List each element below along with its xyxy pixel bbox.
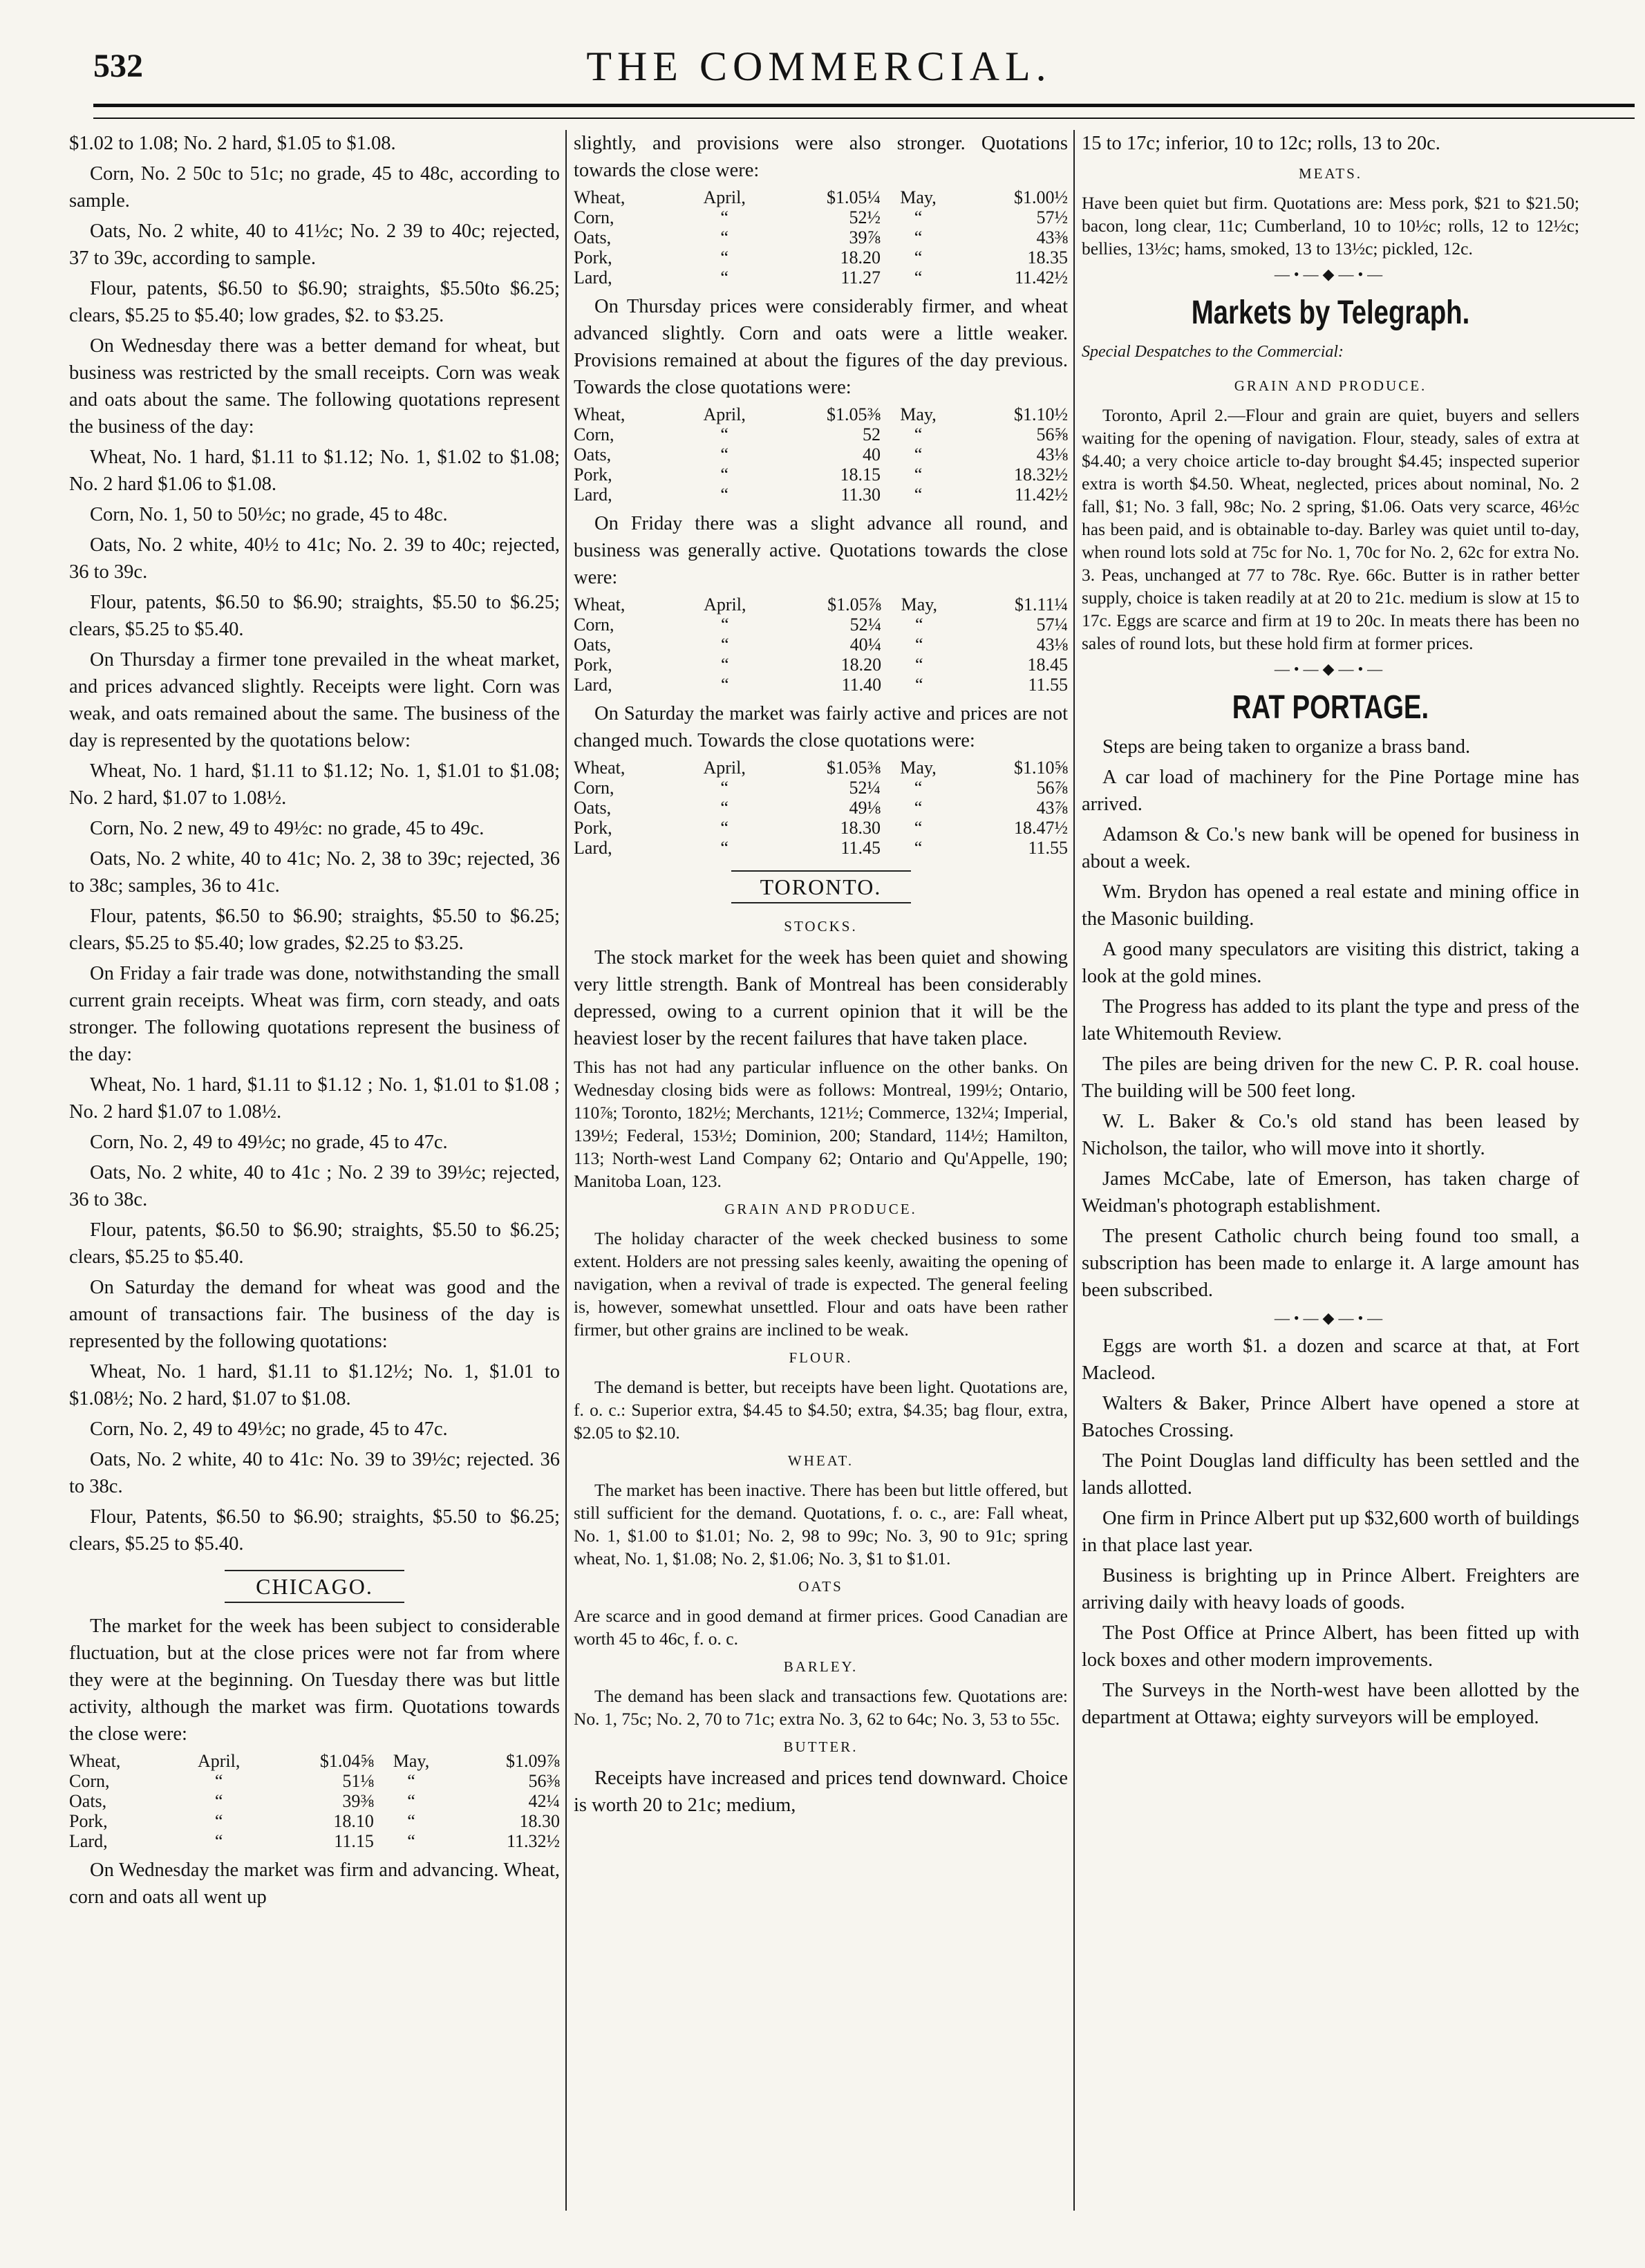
quotation-cell: “: [214, 1791, 223, 1811]
masthead-rule-thin: [93, 118, 1635, 119]
paragraph: Adamson & Co.'s new bank will be opened for business in about a week.: [1082, 824, 1579, 872]
quotation-cell: $1.09⅞: [506, 1751, 560, 1771]
quotation-cell: May,: [900, 187, 937, 207]
quotation-cell: “: [915, 615, 923, 635]
quotation-cell: Pork,: [574, 655, 612, 675]
paragraph: Toronto, April 2.—Flour and grain are quiet, buyers and sellers waiting for the opening of navigation. Flour, steady, sales of extra at $4.40; a very choice article to-day brought $4.45; inspected superior extra is worth $4.50. Wheat, neglected, prices about nominal, No. 2 fall, $1; No. 3 fall, 98c; No. 2 spring, $1.06. Oats very scarce, 46½c has been paid, and is obtainable to-day. Barley was quiet until to-day, when round lots sold at 75c for No. 1, 70c for No. 2, 62c for extra No. 3. Peas, unchanged at 77 to 78c. Rye. 66c. Butter is in rather better supply, choice is taken readily at at 20 to 21c. medium is slow at 15 to 17c. Eggs are scarce and firm at 19 to 20c. In meats there has been no sales of round lots, but these hold firm at former prices.: [1082, 405, 1579, 653]
column-divider: [565, 130, 567, 2211]
quotation-row: [574, 655, 1068, 675]
quotation-cell: “: [721, 675, 729, 695]
quotation-cell: “: [914, 247, 923, 268]
quotation-cell: 40¼: [849, 635, 882, 655]
paragraph: 15 to 17c; inferior, 10 to 12c; rolls, 13 to 20c.: [1082, 133, 1440, 154]
paragraph: Oats, No. 2 white, 40 to 41c; No. 2, 38 to 39c; rejected, 36 to 38c; samples, 36 to 41c.: [69, 848, 560, 897]
masthead: [93, 43, 1545, 91]
quotation-cell: $1.05⅜: [826, 404, 881, 424]
quotation-cell: $1.10⅝: [1014, 758, 1068, 778]
quotation-cell: Oats,: [574, 635, 612, 655]
section-heading-chicago: CHICAGO.: [225, 1570, 404, 1603]
paragraph: Eggs are worth $1. a dozen and scarce at that, at Fort Macleod.: [1082, 1336, 1579, 1384]
quotation-cell: “: [720, 444, 728, 465]
paragraph: On Friday there was a slight advance all round, and business was generally active. Quotations towards the close were:: [574, 513, 1068, 588]
ornament-divider: —•—◆—•—: [1274, 1309, 1387, 1327]
quotation-cell: “: [720, 227, 728, 247]
quotation-cell: 52½: [849, 207, 881, 227]
subheading-barley: BARLEY.: [783, 1658, 858, 1675]
quotation-cell: April,: [703, 187, 746, 207]
quotation-cell: Wheat,: [574, 594, 626, 615]
quotation-row: [574, 247, 1068, 268]
quotation-cell: 11.32½: [506, 1831, 560, 1851]
subheading-butter: BUTTER.: [783, 1739, 858, 1755]
quotation-cell: 49⅛: [849, 798, 881, 818]
telegraph-byline: Special Despatches to the Commercial:: [1082, 343, 1344, 361]
paragraph: Wheat, No. 1 hard, $1.11 to $1.12; No. 1, $1.01 to $1.08; No. 2 hard, $1.07 to 1.08½.: [69, 760, 560, 809]
paragraph: Corn, No. 2, 49 to 49½c; no grade, 45 to 47c.: [90, 1418, 448, 1440]
section-heading-toronto: TORONTO.: [731, 870, 911, 903]
quotation-cell: Oats,: [574, 444, 612, 465]
quotation-row: [69, 1751, 560, 1771]
paragraph: Wheat, No. 1 hard, $1.11 to $1.12½; No. 1, $1.01 to $1.08½; No. 2 hard, $1.07 to $1.08.: [69, 1361, 560, 1409]
paragraph: Flour, Patents, $6.50 to $6.90; straights, $5.50 to $6.25; clears, $5.25 to $5.40.: [69, 1506, 560, 1555]
paragraph: Corn, No. 1, 50 to 50½c; no grade, 45 to 48c.: [90, 504, 448, 525]
quotation-cell: “: [914, 778, 923, 798]
paragraph: A car load of machinery for the Pine Portage mine has arrived.: [1082, 767, 1579, 815]
paragraph: On Wednesday the market was firm and advancing. Wheat, corn and oats all went up: [69, 1859, 560, 1908]
quotation-cell: April,: [703, 758, 746, 778]
paragraph: Corn, No. 2, 49 to 49½c; no grade, 45 to 47c.: [90, 1132, 448, 1153]
quotation-cell: $1.11¼: [1014, 594, 1068, 615]
paragraph: On Saturday the demand for wheat was good and the amount of transactions fair. The business of the day is represented by the following quotations:: [69, 1277, 560, 1352]
quotation-cell: “: [720, 207, 728, 227]
quotation-cell: April,: [704, 594, 746, 615]
quotation-cell: “: [720, 424, 728, 444]
quotation-cell: 18.35: [1027, 247, 1068, 268]
quotation-cell: $1.04⅝: [319, 1751, 374, 1771]
quotation-cell: “: [915, 655, 923, 675]
quotation-row: [69, 1811, 560, 1831]
column-3: [1082, 130, 1579, 2204]
quotation-cell: Pork,: [574, 247, 612, 268]
quotation-cell: “: [214, 1811, 223, 1831]
paragraph: Oats, No. 2 white, 40½ to 41c; No. 2. 39 to 40c; rejected, 36 to 39c.: [69, 534, 560, 583]
paragraph: Receipts have increased and prices tend downward. Choice is worth 20 to 21c; medium,: [574, 1768, 1068, 1816]
quotation-row: [574, 227, 1068, 247]
section-heading-rat-portage: RAT PORTAGE.: [1232, 689, 1429, 726]
quotation-row: [574, 635, 1068, 655]
paragraph: slightly, and provisions were also stronger. Quotations towards the close were:: [574, 133, 1068, 181]
quotation-cell: 56⅞: [1036, 778, 1068, 798]
quotation-row: [574, 758, 1068, 778]
quotation-cell: 11.15: [334, 1831, 374, 1851]
quotation-cell: Corn,: [574, 615, 614, 635]
quotation-cell: 18.20: [840, 655, 882, 675]
quotation-cell: “: [914, 207, 923, 227]
quotation-cell: Pork,: [574, 818, 612, 838]
paragraph: On Saturday the market was fairly active and prices are not changed much. Towards the close quotations were:: [574, 703, 1068, 751]
quotation-cell: 52¼: [849, 778, 881, 798]
paragraph: Flour, patents, $6.50 to $6.90; straights, $5.50 to $6.25; clears, $5.25 to $5.40.: [69, 1219, 560, 1268]
quotation-cell: “: [407, 1791, 415, 1811]
paragraph: The demand has been slack and transactions few. Quotations are: No. 1, 75c; No. 2, 70 to 71c; extra No. 3, 62 to 64c; No. 3, 53 to 55c.: [574, 1686, 1068, 1729]
paragraph: The market has been inactive. There has been but little offered, but still sufficient for the demand. Quotations, f. o. c., are: Fall wheat, No. 1, $1.00 to $1.01; No. 2, 98 to 99c; No. 3, 90 to 91c; spring wheat, No. 1, $1.08; No. 2, $1.06; No. 3, $1 to $1.01.: [574, 1480, 1068, 1568]
paragraph: A good many speculators are visiting this district, taking a look at the gold mines.: [1082, 939, 1579, 987]
quotation-cell: “: [407, 1831, 415, 1851]
subheading-wheat: WHEAT.: [787, 1452, 854, 1469]
quotation-cell: 39⅞: [849, 227, 881, 247]
quotation-row: [69, 1831, 560, 1851]
paragraph: The holiday character of the week checked business to some extent. Holders are not pressing sales keenly, awaiting the opening of navigation, when a revival of trade is expected. The general feeling is, however, somewhat unsettled. Flour and oats have been rather firmer, but other grains are inclined to be weak.: [574, 1228, 1068, 1340]
quotation-row: [574, 187, 1068, 207]
quotation-cell: Lard,: [574, 838, 612, 858]
paragraph: Corn, No. 2 50c to 51c; no grade, 45 to 48c, according to sample.: [69, 163, 560, 212]
paragraph: The stock market for the week has been quiet and showing very little strength. Bank of Montreal has been considerably depressed, owing to a current opinion that it will be the heaviest loser by the recent failures that have taken place.: [574, 947, 1068, 1049]
quotation-cell: “: [720, 247, 728, 268]
paragraph: Flour, patents, $6.50 to $6.90; straights, $5.50 to $6.25; clears, $5.25 to $5.40; low grades, $2.25 to $3.25.: [69, 906, 560, 954]
quotation-cell: “: [914, 465, 923, 485]
quotation-cell: “: [720, 838, 728, 858]
quotation-cell: “: [914, 268, 923, 288]
quotation-cell: 40: [862, 444, 881, 465]
paragraph: The demand is better, but receipts have been light. Quotations are, f. o. c.: Superior extra, $4.45 to $4.50; extra, $4.35; bag flour, extra, $2.05 to $2.10.: [574, 1377, 1068, 1443]
column-divider: [1073, 130, 1075, 2211]
quotation-cell: Lard,: [574, 268, 612, 288]
paragraph: Flour, patents, $6.50 to $6.90; straights, $5.50 to $6.25; clears, $5.25 to $5.40.: [69, 592, 560, 640]
quotation-row: [574, 615, 1068, 635]
quotation-cell: Pork,: [574, 465, 612, 485]
page-number: 532: [93, 48, 143, 84]
quotation-cell: 43⅞: [1036, 798, 1068, 818]
quotation-cell: 42¼: [528, 1791, 560, 1811]
quotation-cell: 56⅜: [528, 1771, 560, 1791]
paragraph: The piles are being driven for the new C. P. R. coal house. The building will be 500 feet long.: [1082, 1053, 1579, 1102]
quotation-row: [574, 838, 1068, 858]
quotation-row: [69, 1771, 560, 1791]
paragraph: James McCabe, late of Emerson, has taken charge of Weidman's photograph establishment.: [1082, 1168, 1579, 1217]
paragraph: Steps are being taken to organize a brass band.: [1102, 736, 1471, 758]
paper-title: THE COMMERCIAL.: [586, 44, 1052, 89]
quotation-row: [574, 444, 1068, 465]
paragraph: Business is brighting up in Prince Albert. Freighters are arriving daily with heavy loads of goods.: [1082, 1565, 1579, 1613]
quotation-cell: “: [721, 655, 729, 675]
quotation-cell: 11.55: [1028, 838, 1068, 858]
quotation-cell: “: [915, 675, 923, 695]
quotation-row: [69, 1791, 560, 1811]
quotation-cell: “: [720, 798, 728, 818]
quotation-cell: 11.42½: [1014, 485, 1068, 505]
quotation-cell: 18.32½: [1014, 465, 1068, 485]
quotation-cell: 18.45: [1027, 655, 1068, 675]
quotation-cell: “: [720, 465, 728, 485]
quotation-cell: $1.05⅜: [826, 758, 881, 778]
quotation-row: [574, 207, 1068, 227]
quotation-cell: $1.00½: [1014, 187, 1068, 207]
quotation-cell: “: [214, 1831, 223, 1851]
quotation-row: [574, 424, 1068, 444]
quotation-row: [574, 404, 1068, 424]
quotation-table: [574, 594, 1068, 695]
quotation-cell: 11.55: [1028, 675, 1068, 695]
quotation-table: [574, 187, 1068, 288]
quotation-cell: 18.20: [840, 247, 881, 268]
quotation-cell: 56⅝: [1036, 424, 1068, 444]
ornament-divider: —•—◆—•—: [1274, 660, 1387, 677]
quotation-cell: $1.05¼: [826, 187, 881, 207]
quotation-cell: “: [407, 1771, 415, 1791]
quotation-cell: 18.47½: [1014, 818, 1068, 838]
section-heading-telegraph: Markets by Telegraph.: [1191, 294, 1470, 331]
quotation-cell: 11.27: [840, 268, 881, 288]
quotation-cell: Wheat,: [574, 187, 626, 207]
paragraph: On Thursday a firmer tone prevailed in the wheat market, and prices advanced slightly. Receipts were light. Corn was weak, and oats remained about the same. The business of the day is represented by the quotations below:: [69, 649, 560, 751]
paragraph: On Wednesday there was a better demand for wheat, but business was restricted by the small receipts. Corn was weak and oats about the same. The following quotations represent the business of the day:: [69, 335, 560, 438]
paragraph: One firm in Prince Albert put up $32,600 worth of buildings in that place last year.: [1082, 1508, 1579, 1556]
subheading-meats: MEATS.: [1298, 165, 1363, 182]
quotation-cell: April,: [703, 404, 746, 424]
quotation-cell: Lard,: [574, 485, 612, 505]
paragraph: The market for the week has been subject to considerable fluctuation, but at the close prices were not far from where they were at the beginning. On Tuesday there was but little activity, although the market was firm. Quotations towards the close were:: [69, 1615, 560, 1745]
subheading-flour: FLOUR.: [789, 1349, 853, 1366]
quotation-cell: 18.10: [333, 1811, 374, 1831]
quotation-cell: $1.10½: [1014, 404, 1068, 424]
paragraph: The Post Office at Prince Albert, has been fitted up with lock boxes and other modern improvements.: [1082, 1622, 1579, 1671]
quotation-row: [574, 465, 1068, 485]
quotation-cell: April,: [197, 1751, 241, 1771]
quotation-cell: 39⅜: [342, 1791, 374, 1811]
quotation-row: [574, 485, 1068, 505]
quotation-cell: Corn,: [69, 1771, 110, 1791]
quotation-cell: 57½: [1036, 207, 1068, 227]
quotation-cell: “: [721, 615, 729, 635]
quotation-cell: “: [914, 485, 923, 505]
subheading-grain: GRAIN AND PRODUCE.: [1234, 377, 1427, 394]
ornament-divider: —•—◆—•—: [1274, 265, 1387, 283]
quotation-cell: “: [720, 485, 728, 505]
paragraph: $1.02 to 1.08; No. 2 hard, $1.05 to $1.08.: [69, 133, 396, 154]
quotation-cell: Wheat,: [574, 758, 626, 778]
quotation-cell: Corn,: [574, 778, 614, 798]
paragraph: The present Catholic church being found too small, a subscription has been made to enlarge it. A large amount has been subscribed.: [1082, 1226, 1579, 1301]
quotation-cell: 18.30: [519, 1811, 560, 1831]
paragraph: Oats, No. 2 white, 40 to 41c ; No. 2 39 to 39½c; rejected, 36 to 38c.: [69, 1162, 560, 1210]
subheading-stocks: STOCKS.: [784, 918, 858, 935]
quotation-cell: 52¼: [849, 615, 882, 635]
paragraph: On Thursday prices were considerably firmer, and wheat advanced slightly. Corn and oats were a little weaker. Provisions remained at about the figures of the day previous. Towards the close quotations were:: [574, 296, 1068, 398]
quotation-cell: “: [214, 1771, 223, 1791]
quotation-cell: “: [915, 635, 923, 655]
quotation-row: [574, 594, 1068, 615]
paragraph: This has not had any particular influence on the other banks. On Wednesday closing bids were as follows: Montreal, 199½; Ontario, 110⅞; Toronto, 182½; Merchants, 121½; Commerce, 132¼; Imperial, 139½; Federal, 153½; Dominion, 200; Standard, 114½; Hamilton, 113; North-west Land Company 62; Ontario and Qu'Appelle, 190; Manitoba Loan, 123.: [574, 1057, 1068, 1191]
quotation-table: [574, 758, 1068, 858]
quotation-cell: 11.42½: [1014, 268, 1068, 288]
quotation-cell: “: [407, 1811, 415, 1831]
quotation-cell: 51⅛: [342, 1771, 374, 1791]
quotation-cell: 52: [862, 424, 881, 444]
column-1: [69, 130, 560, 2204]
quotation-cell: Corn,: [574, 207, 614, 227]
quotation-cell: “: [720, 268, 728, 288]
paragraph: Walters & Baker, Prince Albert have opened a store at Batoches Crossing.: [1082, 1393, 1579, 1441]
quotation-cell: Pork,: [69, 1811, 108, 1831]
quotation-table: [69, 1751, 560, 1851]
quotation-cell: 11.40: [841, 675, 882, 695]
quotation-row: [574, 778, 1068, 798]
paragraph: Wm. Brydon has opened a real estate and mining office in the Masonic building.: [1082, 881, 1579, 930]
quotation-cell: 43⅛: [1036, 444, 1068, 465]
quotation-cell: 18.30: [840, 818, 881, 838]
quotation-cell: “: [914, 818, 923, 838]
quotation-cell: “: [914, 424, 923, 444]
quotation-cell: Oats,: [574, 798, 612, 818]
quotation-cell: 18.15: [840, 465, 881, 485]
subheading-oats: OATS: [798, 1578, 843, 1595]
paragraph: On Friday a fair trade was done, notwithstanding the small current grain receipts. Wheat was firm, corn steady, and oats stronger. The following quotations represent the business of the day:: [69, 963, 560, 1065]
quotation-cell: May,: [393, 1751, 430, 1771]
column-2: [574, 130, 1068, 2204]
paragraph: The Progress has added to its plant the type and press of the late Whitemouth Review.: [1082, 996, 1579, 1044]
quotation-cell: Wheat,: [69, 1751, 121, 1771]
paragraph: W. L. Baker & Co.'s old stand has been leased by Nicholson, the tailor, who will move into it shortly.: [1082, 1111, 1579, 1159]
quotation-row: [574, 818, 1068, 838]
quotation-cell: Wheat,: [574, 404, 626, 424]
quotation-cell: “: [720, 818, 728, 838]
paragraph: Oats, No. 2 white, 40 to 41c: No. 39 to 39½c; rejected. 36 to 38c.: [69, 1449, 560, 1497]
quotation-cell: 11.30: [840, 485, 881, 505]
paragraph: The Surveys in the North-west have been allotted by the department at Ottawa; eighty surveyors will be employed.: [1082, 1680, 1579, 1728]
quotation-cell: “: [914, 798, 923, 818]
quotation-cell: “: [914, 227, 923, 247]
quotation-row: [574, 675, 1068, 695]
paragraph: Have been quiet but firm. Quotations are: Mess pork, $21 to $21.50; bacon, long clear, 11c; Cumberland, 10 to 10½c; rolls, 12 to 12½c; bellies, 13½c; hams, smoked, 13 to 13½c; pickled, 12c.: [1082, 193, 1579, 259]
quotation-cell: “: [720, 778, 728, 798]
paragraph: Are scarce and in good demand at firmer prices. Good Canadian are worth 45 to 46c, f. o. c.: [574, 1606, 1068, 1649]
paragraph: Oats, No. 2 white, 40 to 41½c; No. 2 39 to 40c; rejected, 37 to 39c, according to sample.: [69, 221, 560, 269]
quotation-cell: “: [721, 635, 729, 655]
quotation-cell: Oats,: [574, 227, 612, 247]
subheading-grain: GRAIN AND PRODUCE.: [724, 1201, 917, 1217]
paragraph: Wheat, No. 1 hard, $1.11 to $1.12; No. 1, $1.02 to $1.08; No. 2 hard $1.06 to $1.08.: [69, 447, 560, 495]
quotation-cell: 43⅜: [1036, 227, 1068, 247]
quotation-cell: “: [914, 444, 923, 465]
masthead-rule-thick: [93, 104, 1635, 107]
paragraph: Flour, patents, $6.50 to $6.90; straights, $5.50to $6.25; clears, $5.25 to $5.40; low grades, $2. to $3.25.: [69, 278, 560, 326]
paragraph: Corn, No. 2 new, 49 to 49½c: no grade, 45 to 49c.: [90, 818, 485, 839]
quotation-cell: $1.05⅞: [827, 594, 882, 615]
quotation-cell: May,: [900, 404, 937, 424]
paragraph: Wheat, No. 1 hard, $1.11 to $1.12 ; No. 1, $1.01 to $1.08 ; No. 2 hard $1.07 to 1.08½.: [69, 1074, 560, 1123]
quotation-cell: “: [914, 838, 923, 858]
quotation-row: [574, 268, 1068, 288]
quotation-cell: Lard,: [574, 675, 612, 695]
paragraph: The Point Douglas land difficulty has been settled and the lands allotted.: [1082, 1450, 1579, 1499]
quotation-row: [574, 798, 1068, 818]
quotation-table: [574, 404, 1068, 505]
quotation-cell: May,: [900, 758, 937, 778]
quotation-cell: 43⅛: [1036, 635, 1068, 655]
quotation-cell: Lard,: [69, 1831, 108, 1851]
quotation-cell: 57¼: [1036, 615, 1068, 635]
quotation-cell: Corn,: [574, 424, 614, 444]
quotation-cell: 11.45: [840, 838, 881, 858]
quotation-cell: May,: [901, 594, 938, 615]
quotation-cell: Oats,: [69, 1791, 107, 1811]
